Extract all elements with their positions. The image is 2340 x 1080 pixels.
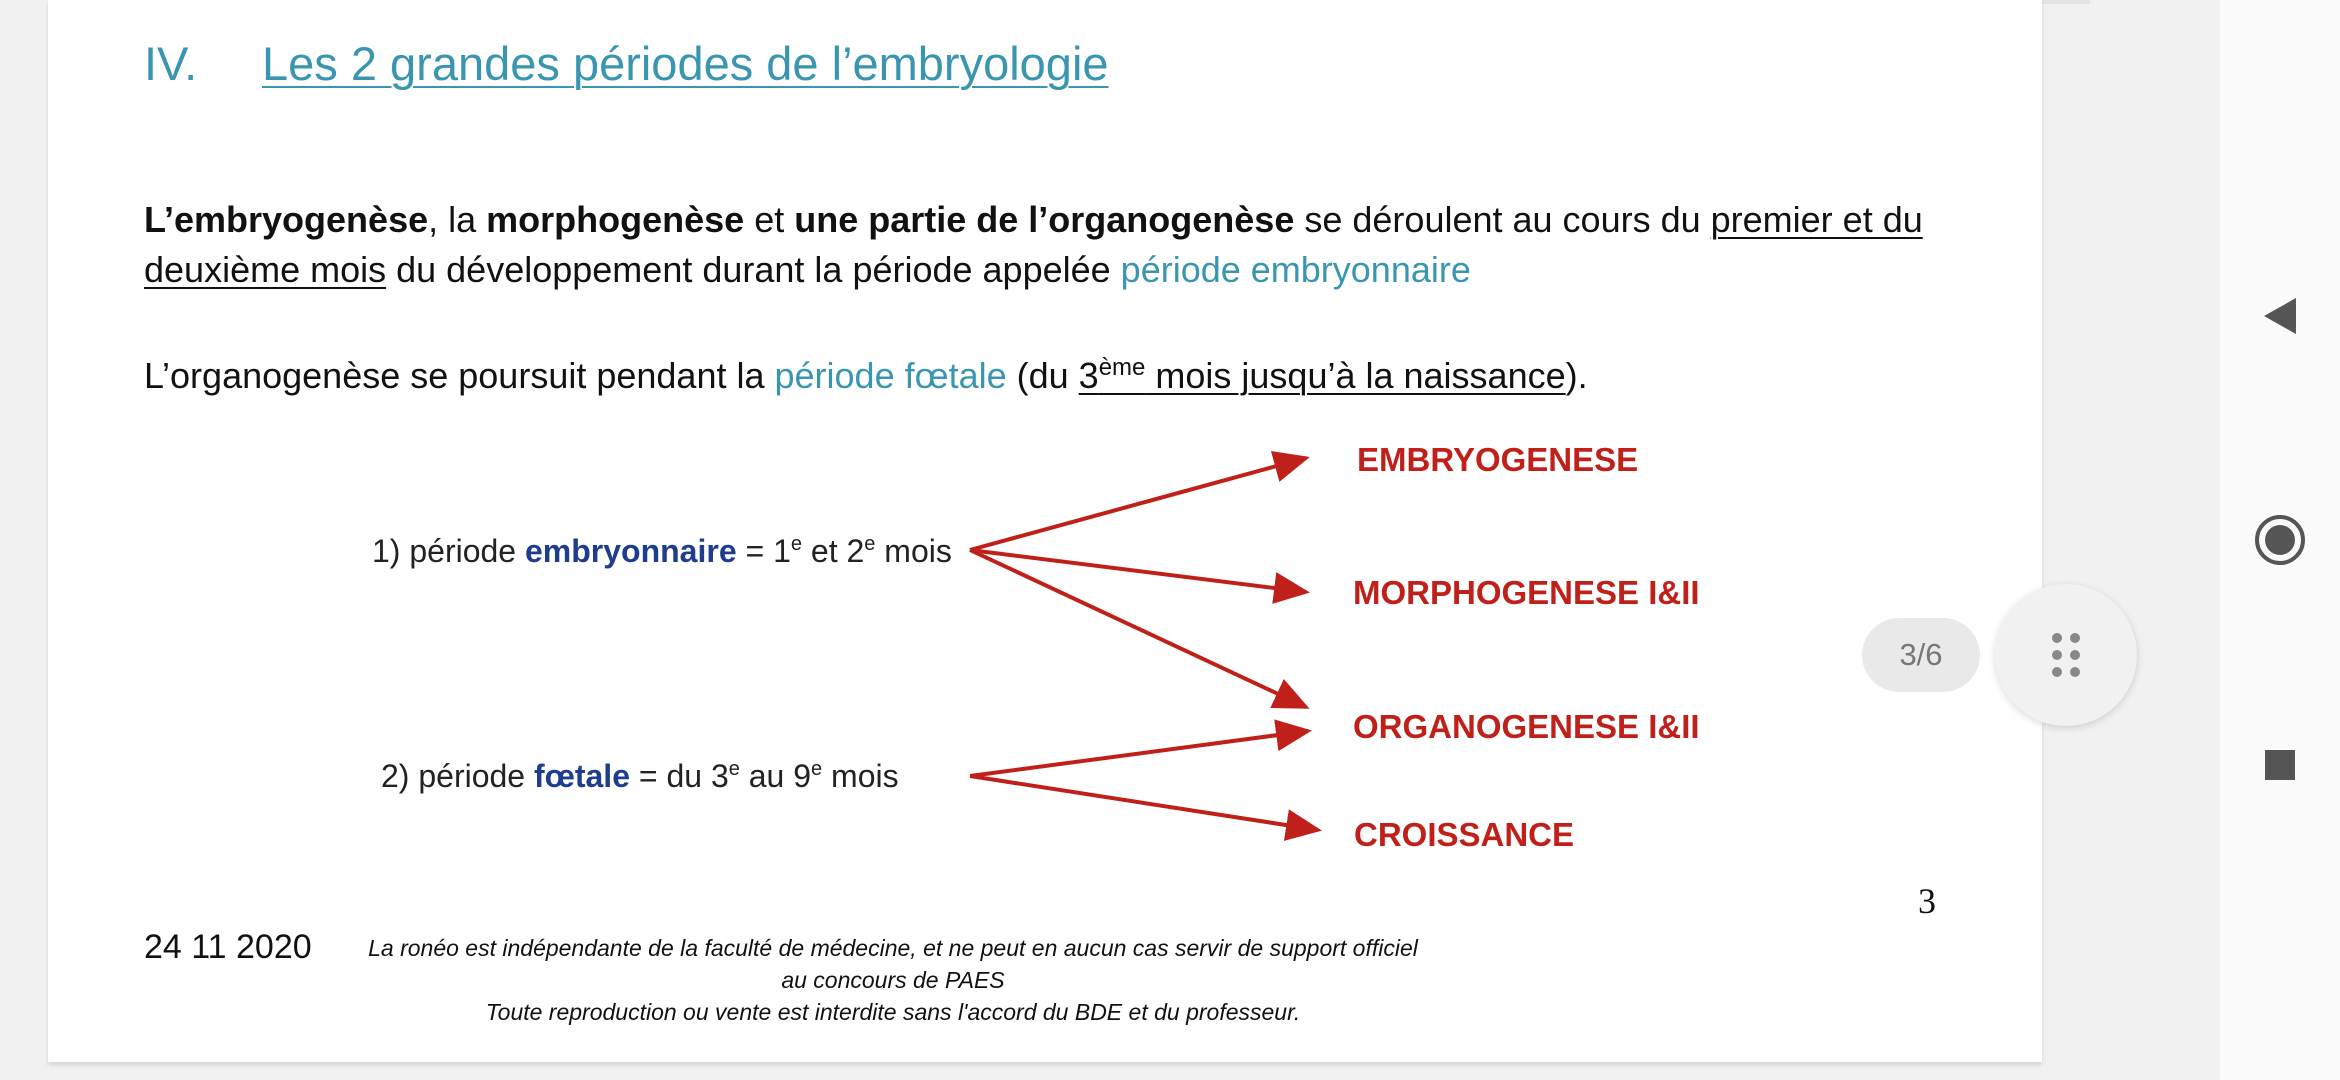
term-foetale: fœtale (533, 758, 630, 794)
periods-diagram (48, 0, 2042, 1062)
text: ). (1565, 355, 1588, 396)
superscript: e (811, 758, 823, 780)
text: , la (428, 199, 487, 240)
superscript: e (864, 533, 876, 555)
text: mois jusqu’à la naissance (1145, 355, 1566, 396)
text: au 9 (739, 758, 812, 794)
highlight-fetal-period: période fœtale (774, 355, 1007, 396)
arrow-embryonic-to-morphogenese (970, 550, 1306, 592)
text: et (744, 199, 795, 240)
target-morphogenese: MORPHOGENESE I&II (1353, 574, 1700, 611)
recents-button[interactable] (2220, 725, 2340, 805)
footer-date: 24 11 2020 (144, 928, 312, 966)
footer-line-1: La ronéo est indépendante de la faculté de médecine, et ne peut en aucun cas servir de support officiel au concours de PAES (368, 935, 1418, 993)
page-number: 3 (1918, 881, 1936, 921)
text: L’organogenèse se poursuit pendant la (144, 355, 775, 396)
page-menu-button[interactable] (1995, 584, 2137, 726)
document-page (48, 0, 2042, 1062)
section-title: Les 2 grandes périodes de l’embryologie (262, 37, 1109, 90)
system-navigation-bar (2220, 0, 2340, 1080)
term-morphogenesis: morphogenèse (486, 199, 745, 240)
underlined-months: premier et du deuxième mois (144, 199, 1923, 290)
text: = du 3 (629, 758, 729, 794)
fetal-period-label (381, 758, 899, 795)
arrow-embryonic-to-organogenese (970, 550, 1306, 707)
text: et 2 (802, 533, 865, 569)
highlight-embryonic-period: période embryonnaire (1120, 249, 1471, 290)
term-organogenesis-part: une partie de l’organogenèse (794, 199, 1295, 240)
footer-line-2: Toute reproduction ou vente est interdite sans l'accord du BDE et du professeur. (485, 999, 1301, 1025)
home-circle-icon (2253, 513, 2307, 567)
term-embryonnaire: embryonnaire (524, 533, 737, 569)
arrow-fetal-to-organogenese (970, 731, 1308, 776)
drag-dots-icon (2049, 632, 2083, 678)
target-embryogenese: EMBRYOGENESE (1357, 441, 1639, 478)
section-number: IV. (144, 37, 198, 90)
footer-disclaimer (368, 932, 1418, 1028)
text: mois (822, 758, 899, 794)
text: du développement durant la période appelée (386, 249, 1121, 290)
text: 1) période (372, 533, 525, 569)
arrow-fetal-to-croissance (970, 776, 1318, 830)
term-embryogenesis: L’embryogenèse (144, 199, 429, 240)
back-button[interactable] (2220, 276, 2340, 356)
back-triangle-icon (2262, 296, 2298, 336)
superscript: ème (1098, 354, 1146, 381)
arrow-embryonic-to-embryogenese (970, 458, 1306, 550)
text: (du (1006, 355, 1079, 396)
text: se déroulent au cours du (1294, 199, 1711, 240)
page-indicator: 3/6 (1862, 618, 1980, 692)
text: = 1 (736, 533, 791, 569)
superscript: e (728, 758, 740, 780)
target-croissance: CROISSANCE (1354, 816, 1575, 853)
home-button[interactable] (2220, 500, 2340, 580)
text: 3 (1078, 355, 1099, 396)
superscript: e (790, 533, 802, 555)
recents-square-icon (2263, 748, 2297, 782)
text: mois (875, 533, 952, 569)
embryonic-period-label (372, 533, 952, 570)
target-organogenese: ORGANOGENESE I&II (1353, 708, 1700, 745)
text: 2) période (381, 758, 534, 794)
